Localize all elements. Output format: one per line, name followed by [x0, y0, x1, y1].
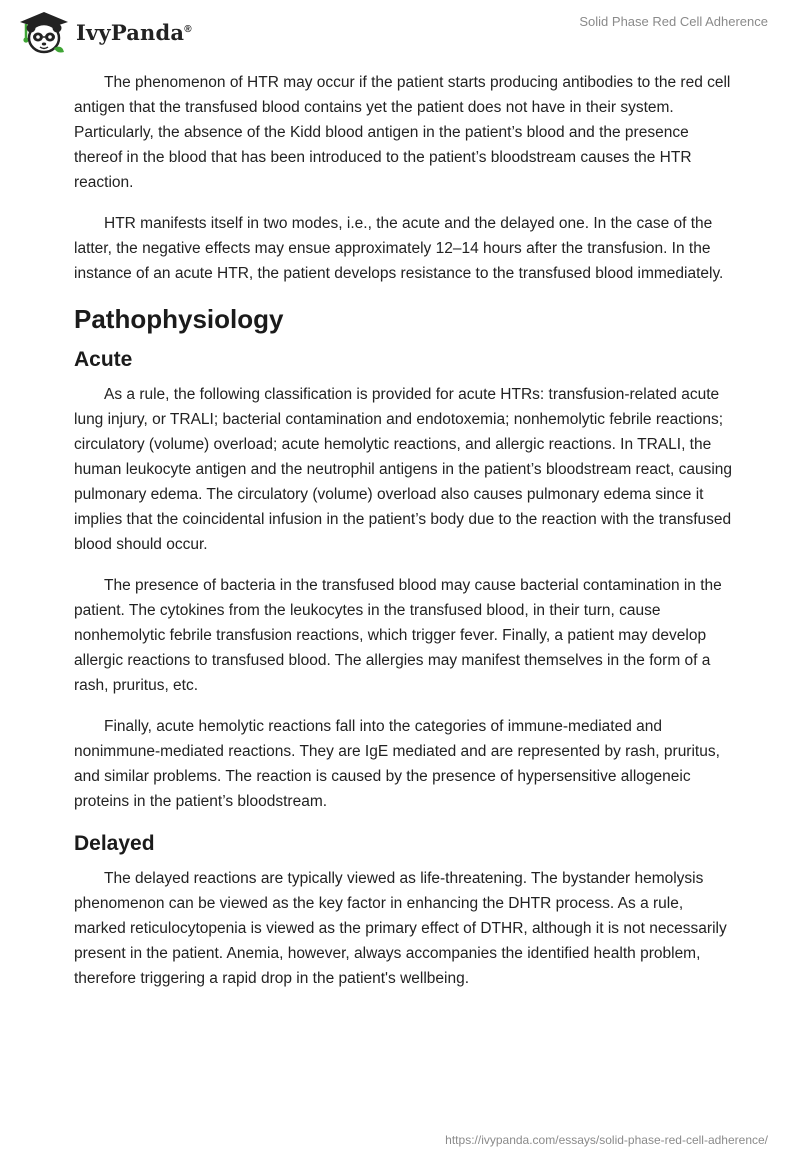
- page-header: [0, 0, 800, 64]
- paragraph: The phenomenon of HTR may occur if the patient starts producing antibodies to the red cell antigen that the transfused blood contains yet the patient does not have in their system. Particularly, the absence of the Kidd blood antigen in the patient’s blood and the presence thereof in the blood that has been introduced to the patient’s bloodstream causes the HTR reaction.: [74, 74, 731, 191]
- subsection-heading-delayed: Delayed: [74, 832, 155, 855]
- essay-body: [74, 70, 734, 1007]
- source-url-link[interactable]: https://ivypanda.com/essays/solid-phase-red-cell-adherence/: [445, 1133, 768, 1147]
- panda-graduate-icon: [14, 8, 72, 56]
- document-title: Solid Phase Red Cell Adherence: [579, 14, 768, 29]
- paragraph: The presence of bacteria in the transfused blood may cause bacterial contamination in the patient. The cytokines from the leukocytes in the transfused blood, in their turn, cause nonhemolytic febrile transfusion reactions, which trigger fever. Finally, a patient may develop allergic reactions to transfused blood. The allergies may manifest themselves in the form of a rash, pruritus, etc.: [74, 577, 722, 694]
- paragraph: As a rule, the following classification is provided for acute HTRs: transfusion-related acute lung injury, or TRALI; bacterial contamination and endotoxemia; nonhemolytic febrile reactions; circulatory (volume) overload; acute hemolytic reactions, and allergic reactions. In TRALI, the human leukocyte antigen and the neutrophil antigens in the patient’s bloodstream react, causing pulmonary edema. The circulatory (volume) overload also causes pulmonary edema since it implies that the coincidental infusion in the patient’s body due to the reaction with the transfused blood should occur.: [74, 386, 733, 553]
- ivypanda-logo[interactable]: [14, 8, 192, 56]
- section-heading-pathophysiology: Pathophysiology: [74, 304, 284, 334]
- paragraph: The delayed reactions are typically viewed as life-threatening. The bystander hemolysis phenomenon can be viewed as the key factor in enhancing the DHTR process. As a rule, marked reticulocytopenia is viewed as the primary effect of DTHR, although it is not necessarily present in the patient. Anemia, however, always accompanies the identified health problem, therefore triggering a rapid drop in the patient's wellbeing.: [74, 870, 727, 987]
- paragraph: HTR manifests itself in two modes, i.e., the acute and the delayed one. In the case of the latter, the negative effects may ensue approximately 12–14 hours after the transfusion. In the instance of an acute HTR, the patient develops resistance to the transfused blood immediately.: [74, 215, 724, 282]
- registered-mark: ®: [184, 23, 192, 35]
- subsection-heading-acute: Acute: [74, 348, 133, 371]
- paragraph: Finally, acute hemolytic reactions fall into the categories of immune-mediated and nonimmune-mediated reactions. They are IgE mediated and are represented by rash, pruritus, and similar problems. The reaction is caused by the presence of hypersensitive allogeneic proteins in the patient’s bloodstream.: [74, 718, 720, 810]
- logo-wordmark: IvyPanda®: [76, 19, 192, 45]
